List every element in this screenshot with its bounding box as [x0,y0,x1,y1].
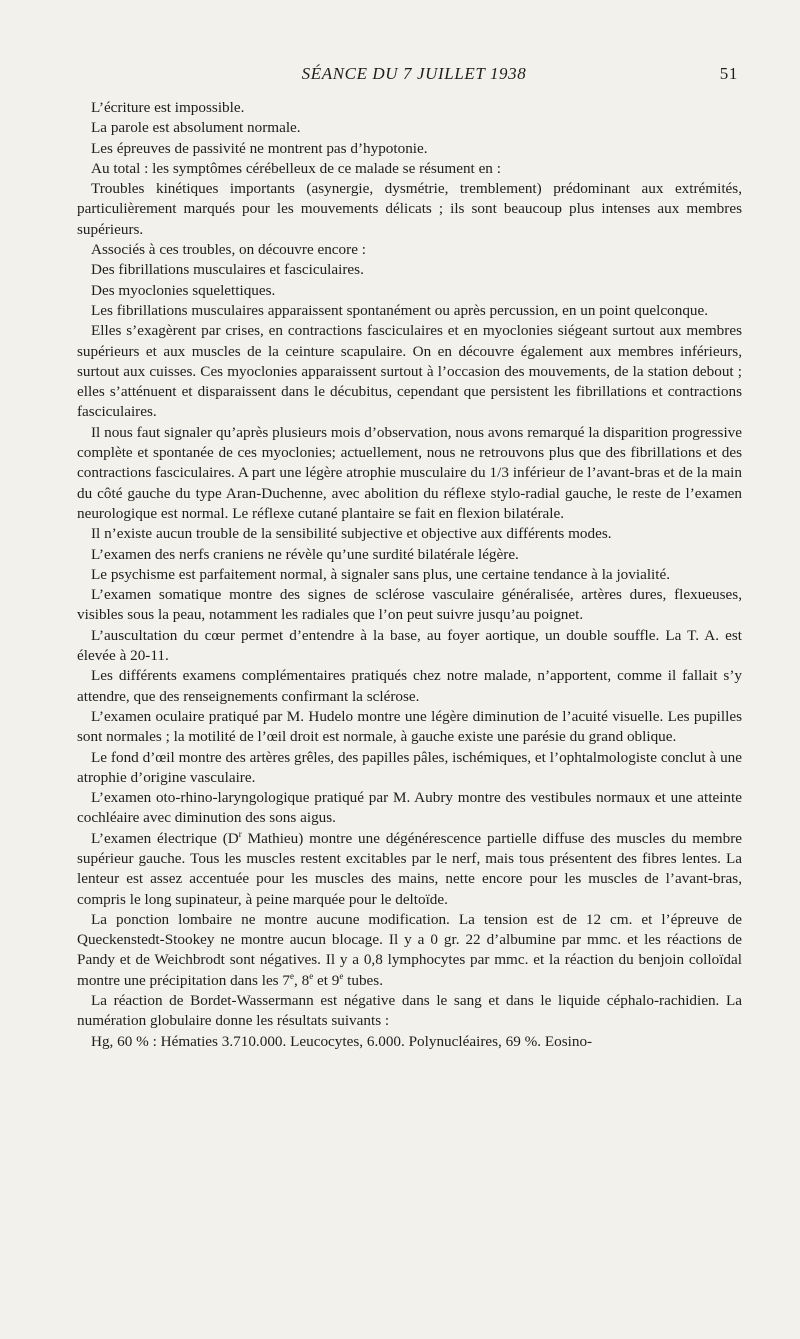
paragraph: La réaction de Bordet-Wassermann est négative dans le sang et dans le liquide céphalo-rachidien. La numération globulaire donne les résultats suivants : [77,992,742,1030]
paragraph: L’examen oculaire pratiqué par M. Hudelo montre une légère diminution de l’acuité visuelle. Les pupilles sont normales ; la motilité de l’œil droit est normale, à gauche existe une parésie du grand oblique. [77,707,742,746]
paragraph: Il nous faut signaler qu’après plusieurs mois d’observation, nous avons remarqué la disparition progressive complète et spontanée de ces myoclonies; actuellement, nous ne retrouvons plus que des fibrillations et des contractions fasciculaires. A part une légère atrophie musculaire du 1/3 inférieur de l’avant-bras et de la main du côté gauche du type Aran-Duchenne, avec abolition du réflexe stylo-radial gauche, le reste de l’examen neurologique est normal. Le réflexe cutané plantaire se fait en flexion bilatérale. [77,423,742,522]
paragraph: L’écriture est impossible. [91,99,245,116]
paragraph: Troubles kinétiques importants (asynergie, dysmétrie, tremblement) prédominant aux extrémités, particulièrement marqués pour les mouvements délicats ; ils sont beaucoup plus intenses aux membres supérieurs. [77,180,742,238]
text-run: Mathieu) montre une dégénérescence partielle diffuse des muscles du membre supérieur gauche. Tous les muscles restent excitables par le nerf, mais tous présentent des fibres lentes. La lenteur est assez accentuée pour les muscles des mains, nette encore pour les muscles de l’avant-bras, compris le long supinateur, à peine marquée pour le deltoïde. [77,829,742,908]
paragraph: Les différents examens complémentaires pratiqués chez notre malade, n’apportent, comme il fallait s’y attendre, que des renseignements confirmant la sclérose. [77,667,742,705]
text-run: et 9 [313,971,340,989]
paragraph: L’examen somatique montre des signes de sclérose vasculaire généralisée, artères dures, flexueuses, visibles sous la peau, notamment les radiales que l’on peut suivre jusqu’au poignet. [77,586,742,624]
superscript: e [339,970,344,981]
paragraph: L’examen des nerfs craniens ne révèle qu’une surdité bilatérale légère. [91,545,519,563]
page-number: 51 [719,64,738,83]
paragraph: Associés à ces troubles, on découvre encore : [91,241,366,259]
paragraph: Les épreuves de passivité ne montrent pas d’hypotonie. [91,139,428,157]
paragraph [77,910,742,991]
superscript: e [309,970,314,981]
paragraph: La parole est absolument normale. [91,119,301,137]
superscript: r [238,828,242,839]
paragraph: Les fibrillations musculaires apparaissent spontanément ou après percussion, en un point quelconque. [91,301,709,319]
paragraph: Le fond d’œil montre des artères grêles, des papilles pâles, ischémiques, et l’ophtalmologiste conclut à une atrophie d’origine vasculaire. [77,748,742,786]
text-run: , 8 [294,971,310,989]
body-text [77,98,742,1052]
paragraph: L’auscultation du cœur permet d’entendre à la base, au foyer aortique, un double souffle. La T. A. est élevée à 20-11. [77,626,742,665]
superscript: e [290,970,294,981]
running-title: SÉANCE DU 7 JUILLET 1938 [301,64,527,83]
page-header [90,64,738,90]
text-run: La ponction lombaire ne montre aucune modification. La tension est de 12 cm. et l’épreuve de Queckenstedt-Stookey ne montre aucun blocage. Il y a 0 gr. 22 d’albumine par mmc. et les réactions de Pandy et de Weichbrodt sont négatives. Il y a 0,8 lymphocytes par mmc. et la réaction du benjoin colloïdal montre une précipitation dans les 7 [77,910,742,989]
paragraph: Des myoclonies squelettiques. [91,281,276,299]
paragraph: L’examen oto-rhino-laryngologique pratiqué par M. Aubry montre des vestibules normaux et une atteinte cochléaire avec diminution des sons aigus. [77,789,742,827]
text-run: tubes. [343,971,383,989]
paragraph: Elles s’exagèrent par crises, en contractions fasciculaires et en myoclonies siégeant surtout aux membres supérieurs et aux muscles de la ceinture scapulaire. On en découvre également aux membres inférieurs, surtout aux cuisses. Ces myoclonies apparaissent surtout à l’occasion des mouvements, de la station debout ; elles s’atténuent et disparaissent dans le décubitus, cependant que persistent les fibrillations et contractions fasciculaires. [77,322,742,421]
text-run: L’examen électrique (D [91,829,239,847]
paragraph [77,829,742,910]
paragraph: Le psychisme est parfaitement normal, à signaler sans plus, une certaine tendance à la jovialité. [91,565,671,583]
paragraph: Hg, 60 % : Hématies 3.710.000. Leucocytes, 6.000. Polynucléaires, 69 %. Eosino- [91,1032,593,1050]
paragraph: Il n’existe aucun trouble de la sensibilité subjective et objective aux différents modes. [91,525,612,543]
paragraph: Des fibrillations musculaires et fasciculaires. [91,261,364,279]
paragraph: Au total : les symptômes cérébelleux de ce malade se résument en : [91,159,501,177]
